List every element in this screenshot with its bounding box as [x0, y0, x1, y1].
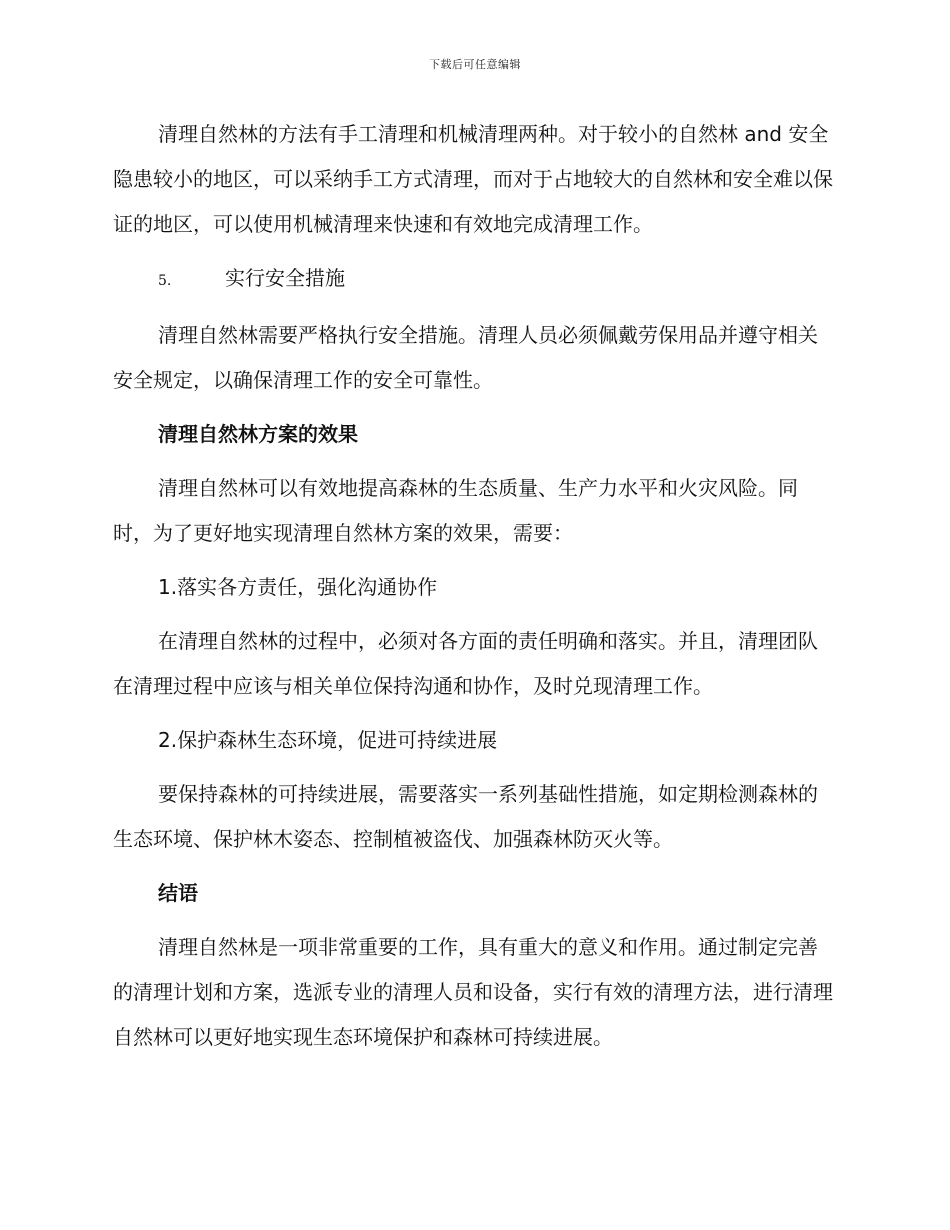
paragraph-safety-measures: 清理自然林需要严格执行安全措施。清理人员必须佩戴劳保用品并遵守相关安全规定，以确保清理工作的安全可靠性。: [113, 323, 818, 392]
heading-effect: 清理自然林方案的效果: [158, 422, 358, 446]
section-item-5: [113, 256, 833, 304]
header-note: 下载后可任意编辑: [429, 58, 521, 71]
subheading-ecology: 2.保护森林生态环境，促进可持续进展: [158, 728, 498, 752]
subheading-responsibility: 1.落实各方责任，强化沟通协作: [158, 575, 438, 599]
item-number: 5.: [158, 273, 172, 289]
document-body: [113, 112, 833, 1069]
paragraph-responsibility: 在清理自然林的过程中，必须对各方面的责任明确和落实。并且，清理团队在清理过程中应该与相关单位保持沟通和协作，及时兑现清理工作。: [113, 629, 818, 698]
paragraph-effect: 清理自然林可以有效地提高森林的生态质量、生产力水平和火灾风险。同时，为了更好地实现清理自然林方案的效果，需要：: [113, 476, 798, 545]
paragraph-ecology: 要保持森林的可持续进展，需要落实一系列基础性措施，如定期检测森林的生态环境、保护林木姿态、控制植被盗伐、加强森林防灭火等。: [113, 782, 818, 851]
item-title: 实行安全措施: [225, 266, 345, 290]
heading-conclusion: 结语: [158, 881, 198, 905]
paragraph-cleaning-methods: 清理自然林的方法有手工清理和机械清理两种。对于较小的自然林 and 安全隐患较小的地区，可以采纳手工方式清理，而对于占地较大的自然林和安全难以保证的地区，可以使用机械清理来快速和有效地完成清理工作。: [113, 122, 833, 236]
paragraph-conclusion: 清理自然林是一项非常重要的工作，具有重大的意义和作用。通过制定完善的清理计划和方案，选派专业的清理人员和设备，实行有效的清理方法，进行清理自然林可以更好地实现生态环境保护和森林可持续进展。: [113, 935, 833, 1049]
